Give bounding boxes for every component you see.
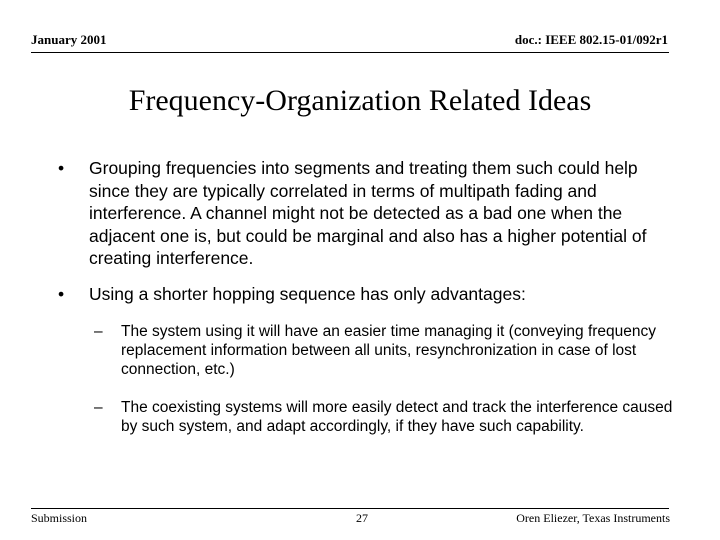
sub-bullet-text: The system using it will have an easier time managing it (conveying frequency replacement information between all units, resynchronization in case of lost connection, etc.) xyxy=(121,323,657,378)
header-doc-id: doc.: IEEE 802.15-01/092r1 xyxy=(514,32,668,47)
footer-submission: Submission xyxy=(31,511,88,525)
sub-bullet-text: The coexisting systems will more easily detect and track the interference caused by such system, and adapt accordingly, if they have such capability. xyxy=(121,399,673,435)
bullet-item xyxy=(58,283,678,306)
footer-divider xyxy=(31,508,669,509)
slide-title: Frequency-Organization Related Ideas xyxy=(128,84,592,117)
page-number: 27 xyxy=(356,511,368,525)
header-divider xyxy=(31,52,669,53)
sub-bullet-item xyxy=(94,322,674,379)
bullet-marker: • xyxy=(58,284,65,304)
sub-bullet-marker: – xyxy=(94,399,103,416)
bullet-text: Grouping frequencies into segments and treating them such could help since they are typically correlated in terms of multipath fading and interference. A channel might not be detected as a bad one when the adjacent one is, but could be marginal and also has a higher potential of creating interference. xyxy=(89,158,647,268)
sub-bullet-item xyxy=(94,398,674,436)
bullet-item xyxy=(58,157,678,270)
bullet-text: Using a shorter hopping sequence has only advantages: xyxy=(89,284,526,304)
bullet-marker: • xyxy=(58,158,65,178)
sub-bullet-marker: – xyxy=(94,323,103,340)
header-date: January 2001 xyxy=(31,32,107,47)
footer-author: Oren Eliezer, Texas Instruments xyxy=(516,511,670,525)
